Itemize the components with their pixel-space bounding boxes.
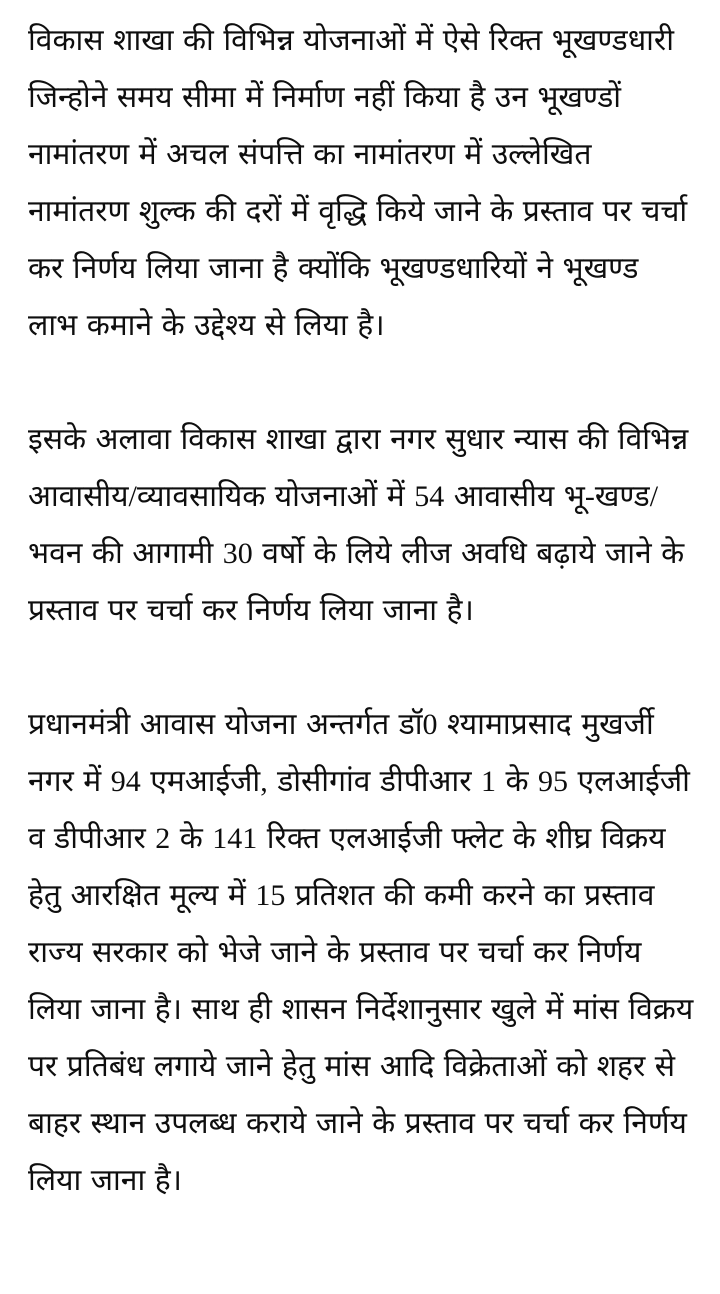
paragraph-2: इसके अलावा विकास शाखा द्वारा नगर सुधार न्यास की विभिन्न आवासीय/व्यावसायिक योजनाओं में 54 आवासीय भू-खण्ड/भवन की आगामी 30 वर्षो के लिये लीज अवधि बढ़ाये जाने के प्रस्ताव पर चर्चा कर निर्णय लिया जाना है। (28, 423, 689, 627)
paragraph-3: प्रधानमंत्री आवास योजना अन्तर्गत डॉ0 श्यामाप्रसाद मुखर्जी नगर में 94 एमआईजी, डोसीगांव डीपीआर 1 के 95 एलआईजी व डीपीआर 2 के 141 रिक्त एलआईजी फ्लेट के शीघ्र विक्रय हेतु आरक्षित मूल्य में 15 प्रतिशत की कमी करने का प्रस्ताव राज्य सरकार को भेजे जाने के प्रस्ताव पर चर्चा कर निर्णय लिया जाना है। साथ ही शासन निर्देशानुसार खुले में मांस विक्रय पर प्रतिबंध लगाये जाने हेतु मांस आदि विक्रेताओं को शहर से बाहर स्थान उपलब्ध कराये जाने के प्रस्ताव पर चर्चा कर निर्णय लिया जाना है। (28, 708, 694, 1197)
paragraph-1: विकास शाखा की विभिन्न योजनाओं में ऐसे रिक्त भूखण्डधारी जिन्होने समय सीमा में निर्माण नहीं किया है उन भूखण्डों नामांतरण में अचल संपत्ति का नामांतरण में उल्लेखित नामांतरण शुल्क की दरों में वृद्धि किये जाने के प्रस्ताव पर चर्चा कर निर्णय लिया जाना है क्योंकि भूखण्डधारियों ने भूखण्ड लाभ कमाने के उद्देश्य से लिया है। (28, 24, 688, 342)
